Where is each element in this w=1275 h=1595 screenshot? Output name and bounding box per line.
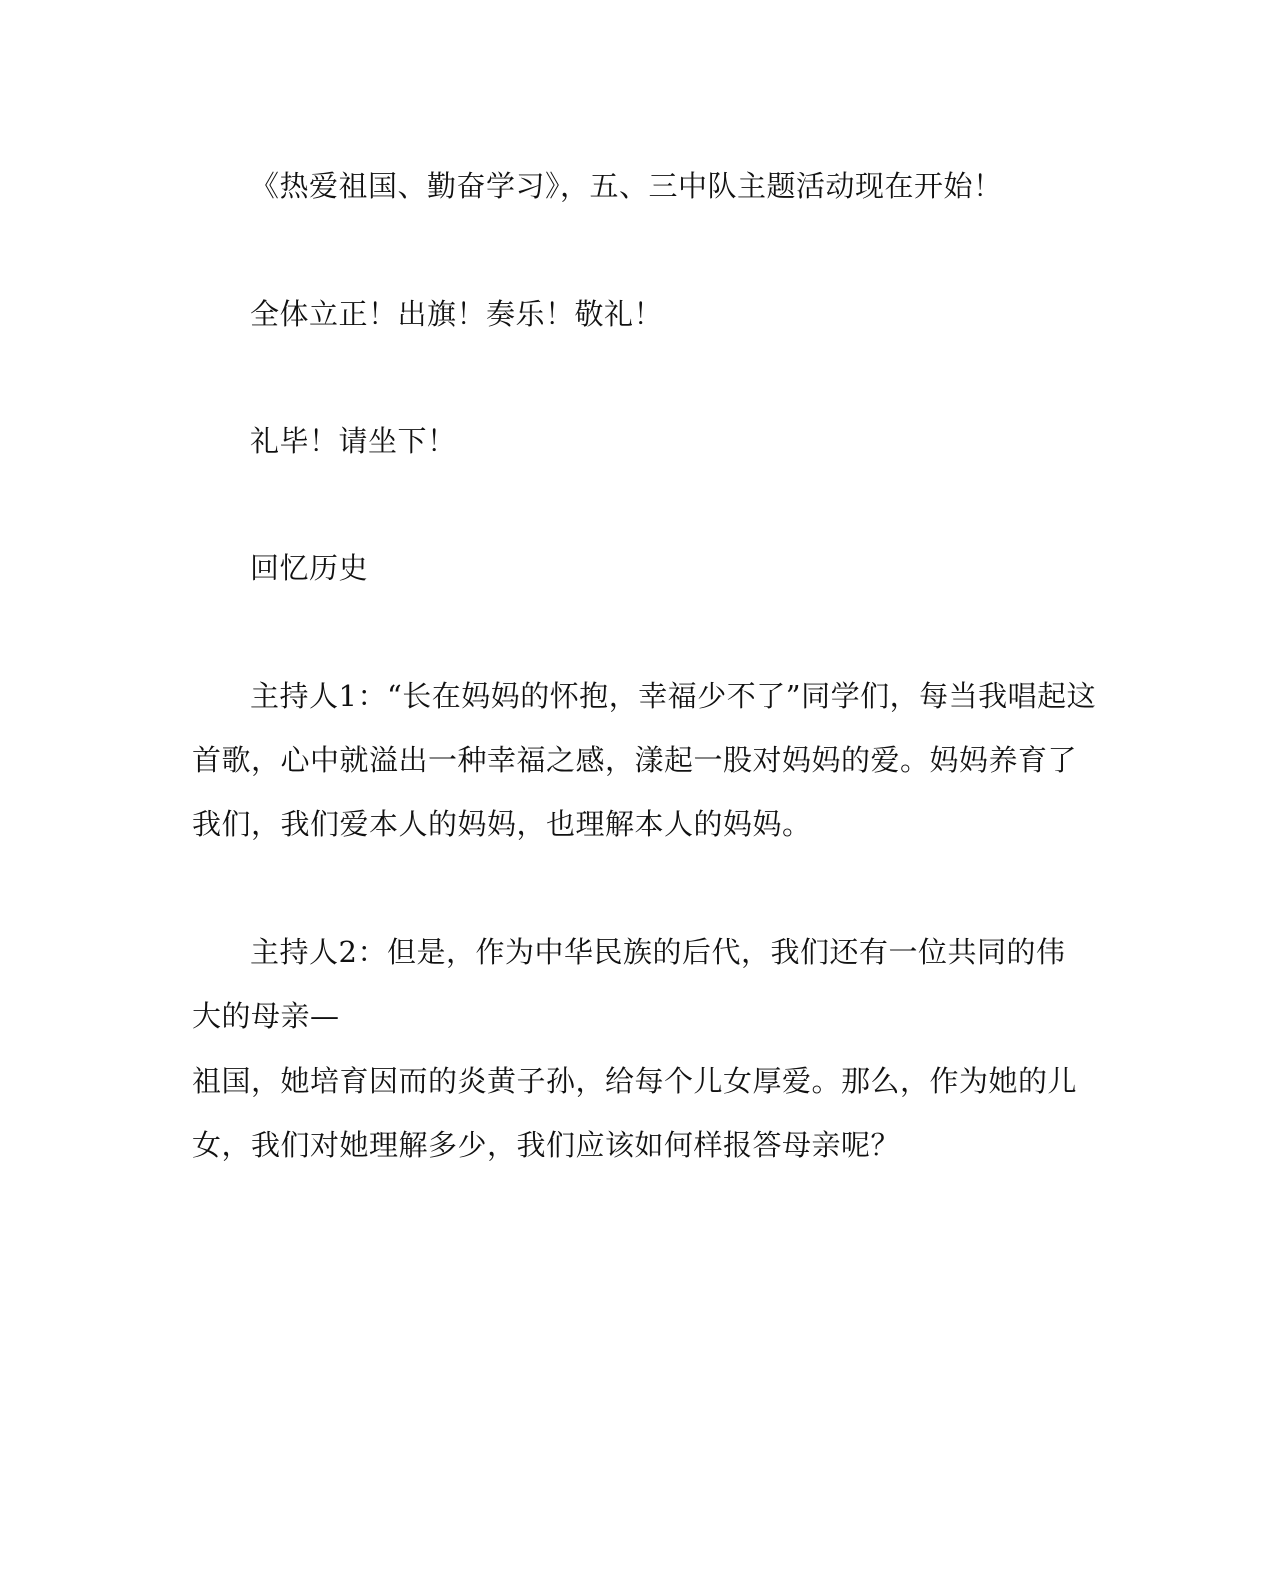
host1-line-2: 首歌，心中就溢出一种幸福之感，漾起一股对妈妈的爱。妈妈养育了	[192, 743, 1078, 777]
paragraph-opening: 《热爱祖国、勤奋学习》，五、三中队主题活动现在开始！	[250, 169, 1003, 203]
host2-line-1: 主持人2：但是，作为中华民族的后代，我们还有一位共同的伟	[250, 935, 1066, 969]
paragraph-sit-down: 礼毕！请坐下！	[250, 424, 457, 458]
paragraph-ceremony: 全体立正！出旗！奏乐！敬礼！	[250, 297, 664, 331]
host1-line-1: 主持人1：“长在妈妈的怀抱，幸福少不了”同学们，每当我唱起这	[250, 679, 1097, 713]
host2-line-2: 大的母亲—	[192, 999, 340, 1033]
host2-line-4: 女，我们对她理解多少，我们应该如何样报答母亲呢？	[192, 1128, 901, 1162]
host1-line-3: 我们，我们爱本人的妈妈，也理解本人的妈妈。	[192, 807, 812, 841]
section-heading: 回忆历史	[250, 551, 369, 585]
host2-line-3: 祖国，她培育因而的炎黄子孙，给每个儿女厚爱。那么，作为她的儿	[192, 1064, 1078, 1098]
